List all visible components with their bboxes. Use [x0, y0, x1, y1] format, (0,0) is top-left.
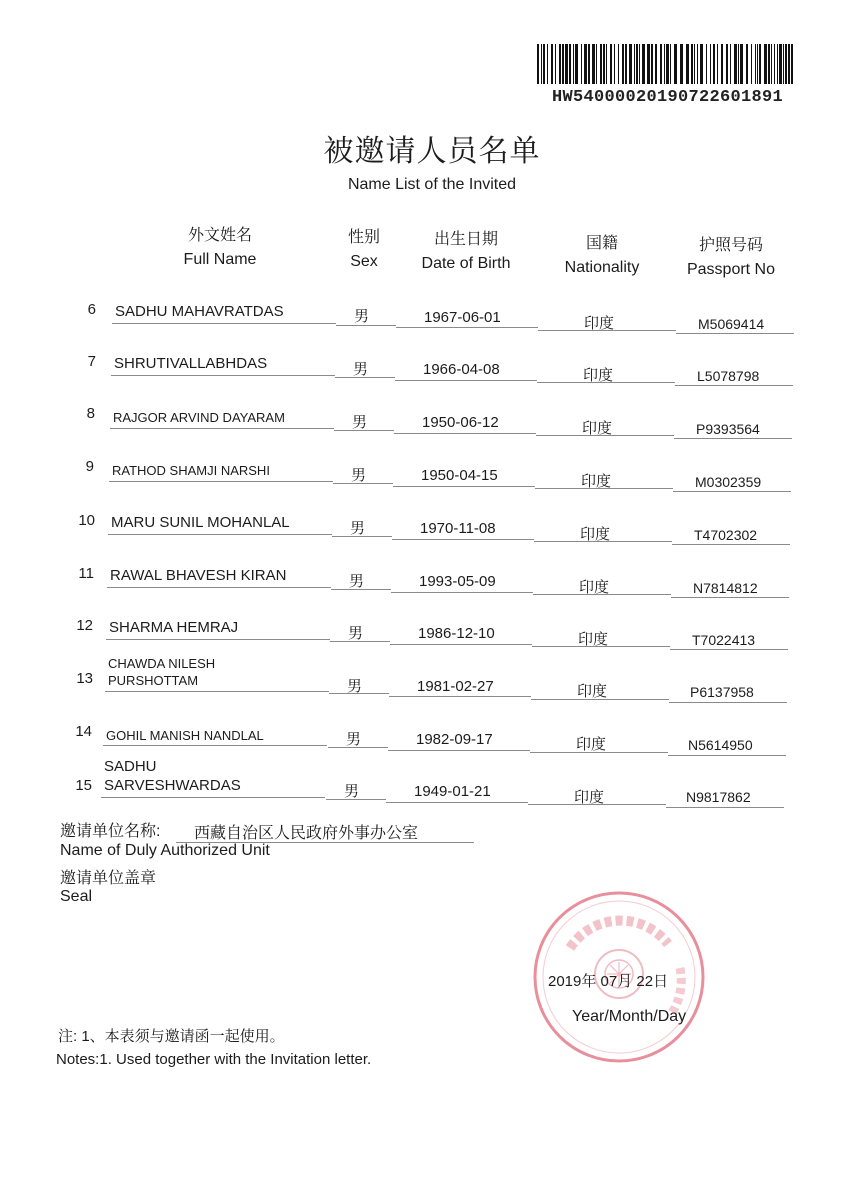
passport-underline: [668, 755, 786, 756]
row-full-name: GOHIL MANISH NANDLAL: [106, 728, 264, 743]
sex-underline: [328, 747, 388, 748]
barcode-bar: [573, 44, 574, 84]
row-number: 15: [75, 777, 92, 794]
row-date-of-birth: 1981-02-27: [417, 678, 494, 695]
barcode-bar: [629, 44, 632, 84]
row-nationality: 印度: [576, 736, 607, 753]
row-passport: N5614950: [688, 737, 753, 753]
header-passport-en: Passport No: [686, 261, 776, 278]
barcode-bar: [721, 44, 723, 84]
barcode-bar: [614, 44, 615, 84]
nationality-underline: [537, 382, 675, 383]
passport-underline: [670, 649, 788, 650]
barcode-bar: [674, 44, 677, 84]
dob-underline: [392, 539, 534, 540]
passport-underline: [673, 491, 791, 492]
nationality-underline: [531, 699, 669, 700]
sex-underline: [335, 377, 395, 378]
name-underline: [108, 534, 332, 535]
header-dob-en: Date of Birth: [421, 255, 511, 272]
barcode-bar: [755, 44, 756, 84]
name-underline: [109, 481, 333, 482]
name-underline: [112, 323, 336, 324]
row-date-of-birth: 1982-09-17: [416, 731, 493, 748]
barcode-bar: [651, 44, 653, 84]
row-date-of-birth: 1970-11-08: [420, 520, 496, 537]
row-full-name: RAWAL BHAVESH KIRAN: [110, 567, 287, 584]
barcode-bar: [777, 44, 778, 84]
barcode-bar: [746, 44, 748, 84]
barcode-bar: [543, 44, 545, 84]
row-date-of-birth: 1967-06-01: [424, 309, 501, 326]
row-nationality: 印度: [583, 367, 614, 384]
row-sex: 男: [354, 308, 370, 325]
passport-underline: [676, 333, 794, 334]
row-nationality: 印度: [574, 789, 605, 806]
sex-underline: [333, 483, 393, 484]
name-underline: [101, 797, 325, 798]
row-sex: 男: [351, 467, 367, 484]
nationality-underline: [536, 435, 674, 436]
name-underline: [111, 375, 335, 376]
row-number: 8: [86, 405, 95, 422]
passport-underline: [666, 807, 784, 808]
barcode-bar: [642, 44, 645, 84]
sex-underline: [326, 799, 386, 800]
nationality-underline: [533, 594, 671, 595]
row-nationality: 印度: [579, 579, 610, 596]
barcode-bar: [710, 44, 711, 84]
barcode-bar: [581, 44, 582, 84]
barcode-bar: [751, 44, 752, 84]
sex-underline: [336, 325, 396, 326]
barcode-bar: [713, 44, 715, 84]
barcode-bar: [686, 44, 689, 84]
barcode-bar: [547, 44, 548, 84]
row-number: 6: [87, 301, 96, 318]
row-full-name-line-2: PURSHOTTAM: [108, 673, 199, 688]
row-full-name: SADHU MAHAVRATDAS: [115, 303, 284, 320]
dob-underline: [396, 327, 538, 328]
barcode-bar: [622, 44, 624, 84]
sex-underline: [330, 641, 390, 642]
barcode-bar: [791, 44, 793, 84]
barcode-bar: [726, 44, 728, 84]
row-nationality: 印度: [584, 315, 615, 332]
barcode-bar: [610, 44, 612, 84]
barcode-bar: [562, 44, 564, 84]
row-date-of-birth: 1986-12-10: [418, 625, 495, 642]
passport-underline: [674, 438, 792, 439]
barcode-graphic: [537, 44, 795, 84]
seal-arc-lettering: [570, 921, 668, 948]
barcode-bar: [551, 44, 553, 84]
header-passport-no: [676, 234, 786, 282]
header-date-of-birth: [406, 228, 526, 276]
barcode-bar: [603, 44, 605, 84]
barcode-bar: [600, 44, 602, 84]
dob-underline: [394, 433, 536, 434]
name-underline: [105, 691, 329, 692]
barcode-bar: [774, 44, 775, 84]
barcode-bar: [664, 44, 665, 84]
row-passport: N9817862: [686, 789, 751, 805]
row-full-name: SHARMA HEMRAJ: [109, 619, 239, 636]
barcode-bar: [639, 44, 640, 84]
barcode-bar: [541, 44, 542, 84]
seal-label-en: Seal: [60, 888, 93, 905]
header-full-name-en: Full Name: [183, 251, 257, 268]
row-nationality: 印度: [577, 683, 608, 700]
barcode-bar: [757, 44, 758, 84]
row-date-of-birth: 1950-06-12: [422, 414, 499, 431]
passport-underline: [675, 385, 793, 386]
barcode-bar: [575, 44, 578, 84]
issue-date: 2019年 07月 22日: [548, 973, 669, 990]
row-nationality: 印度: [581, 473, 612, 490]
barcode-bar: [759, 44, 761, 84]
barcode-bar: [783, 44, 784, 84]
sex-underline: [332, 536, 392, 537]
barcode-bar: [764, 44, 767, 84]
row-date-of-birth: 1949-01-21: [414, 783, 491, 800]
passport-underline: [669, 702, 787, 703]
row-passport: M5069414: [698, 316, 765, 332]
row-number: 9: [85, 458, 94, 475]
inviting-unit-value: 西藏自治区人民政府外事办公室: [194, 825, 419, 842]
nationality-underline: [538, 330, 676, 331]
nationality-underline: [535, 488, 673, 489]
page-title-chinese: 被邀请人员名单: [323, 135, 541, 168]
row-number: 7: [87, 353, 96, 370]
row-sex: 男: [349, 573, 365, 590]
row-passport: T4702302: [694, 527, 758, 543]
barcode-bar: [596, 44, 597, 84]
barcode-bar: [717, 44, 718, 84]
passport-underline: [671, 597, 789, 598]
row-nationality: 印度: [578, 631, 609, 648]
row-date-of-birth: 1993-05-09: [419, 573, 496, 590]
header-passport-cn: 护照号码: [698, 237, 763, 254]
row-number: 13: [76, 670, 93, 687]
barcode-bar: [618, 44, 619, 84]
row-sex: 男: [353, 361, 369, 378]
dob-underline: [388, 750, 530, 751]
barcode-bar: [592, 44, 595, 84]
barcode-bar: [706, 44, 707, 84]
row-number: 11: [78, 565, 94, 582]
inviting-unit-label-en: Name of Duly Authorized Unit: [60, 842, 270, 859]
barcode-bar: [738, 44, 739, 84]
sex-underline: [334, 430, 394, 431]
dob-underline: [386, 802, 528, 803]
header-nationality-en: Nationality: [564, 259, 640, 276]
barcode-bar: [700, 44, 703, 84]
barcode-bar: [636, 44, 638, 84]
barcode-bar: [734, 44, 737, 84]
header-nationality: [552, 232, 652, 280]
name-underline: [103, 745, 327, 746]
dob-underline: [393, 486, 535, 487]
row-sex: 男: [346, 731, 362, 748]
header-full-name: [160, 224, 280, 272]
barcode-bar: [788, 44, 790, 84]
barcode-bar: [730, 44, 731, 84]
barcode-bar: [670, 44, 671, 84]
barcode-bar: [588, 44, 590, 84]
header-dob-cn: 出生日期: [433, 231, 498, 248]
barcode-bar: [779, 44, 782, 84]
barcode-bar: [584, 44, 587, 84]
barcode-number: HW54000020190722601891: [552, 88, 784, 107]
barcode-bar: [555, 44, 556, 84]
row-sex: 男: [347, 678, 363, 695]
header-sex-cn: 性别: [347, 229, 380, 246]
barcode-bar: [740, 44, 743, 84]
row-passport: P6137958: [690, 684, 754, 700]
barcode-bar: [559, 44, 561, 84]
name-underline: [107, 587, 331, 588]
row-passport: P9393564: [696, 421, 760, 437]
barcode-bar: [785, 44, 787, 84]
row-passport: N7814812: [693, 580, 758, 596]
seal-label-cn: 邀请单位盖章: [60, 870, 157, 887]
passport-underline: [672, 544, 790, 545]
row-number: 10: [78, 512, 95, 529]
note-chinese: 注: 1、本表须与邀请函一起使用。: [58, 1028, 285, 1045]
row-full-name: SHRUTIVALLABHDAS: [114, 355, 268, 372]
row-full-name-line-1: CHAWDA NILESH: [108, 656, 216, 671]
header-sex: [334, 226, 394, 274]
row-nationality: 印度: [582, 420, 613, 437]
note-english: Notes:1. Used together with the Invitation letter.: [56, 1051, 372, 1068]
barcode-bar: [694, 44, 695, 84]
nationality-underline: [528, 804, 666, 805]
row-full-name: RAJGOR ARVIND DAYARAM: [113, 410, 285, 425]
dob-underline: [395, 380, 537, 381]
inviting-unit-label-cn: 邀请单位名称:: [60, 823, 161, 840]
row-passport: L5078798: [697, 368, 760, 384]
row-nationality: 印度: [580, 526, 611, 543]
barcode-bar: [606, 44, 607, 84]
sex-underline: [329, 693, 389, 694]
row-passport: T7022413: [692, 632, 756, 648]
barcode-bar: [666, 44, 669, 84]
header-full-name-cn: 外文姓名: [187, 227, 252, 244]
page-title-english: Name List of the Invited: [347, 176, 517, 193]
barcode-bar: [565, 44, 568, 84]
row-full-name: RATHOD SHAMJI NARSHI: [112, 463, 270, 478]
dob-underline: [390, 644, 532, 645]
barcode-bar: [771, 44, 772, 84]
name-underline: [106, 639, 330, 640]
sex-underline: [331, 589, 391, 590]
row-full-name-line-2: SARVESHWARDAS: [104, 777, 241, 794]
barcode-bar: [691, 44, 693, 84]
barcode-bar: [680, 44, 683, 84]
dob-underline: [389, 696, 531, 697]
nationality-underline: [534, 541, 672, 542]
row-number: 14: [75, 723, 92, 740]
barcode-bar: [697, 44, 698, 84]
barcode-bar: [655, 44, 657, 84]
row-number: 12: [76, 617, 93, 634]
date-format-label: Year/Month/Day: [572, 1008, 687, 1025]
row-sex: 男: [350, 520, 366, 537]
name-underline: [110, 428, 334, 429]
row-date-of-birth: 1950-04-15: [421, 467, 498, 484]
dob-underline: [391, 592, 533, 593]
row-passport: M0302359: [695, 474, 762, 490]
barcode-bar: [768, 44, 770, 84]
barcode-bar: [647, 44, 650, 84]
barcode-bar: [569, 44, 571, 84]
barcode-bar: [625, 44, 627, 84]
header-nationality-cn: 国籍: [585, 235, 618, 252]
nationality-underline: [530, 752, 668, 753]
nationality-underline: [532, 646, 670, 647]
row-full-name-line-1: SADHU: [104, 758, 157, 775]
header-sex-en: Sex: [350, 253, 378, 270]
row-full-name: MARU SUNIL MOHANLAL: [111, 514, 290, 531]
row-sex: 男: [344, 783, 360, 800]
row-date-of-birth: 1966-04-08: [423, 361, 500, 378]
barcode-bar: [660, 44, 662, 84]
barcode-bar: [634, 44, 635, 84]
row-sex: 男: [352, 414, 368, 431]
row-sex: 男: [348, 625, 364, 642]
barcode-bar: [537, 44, 539, 84]
